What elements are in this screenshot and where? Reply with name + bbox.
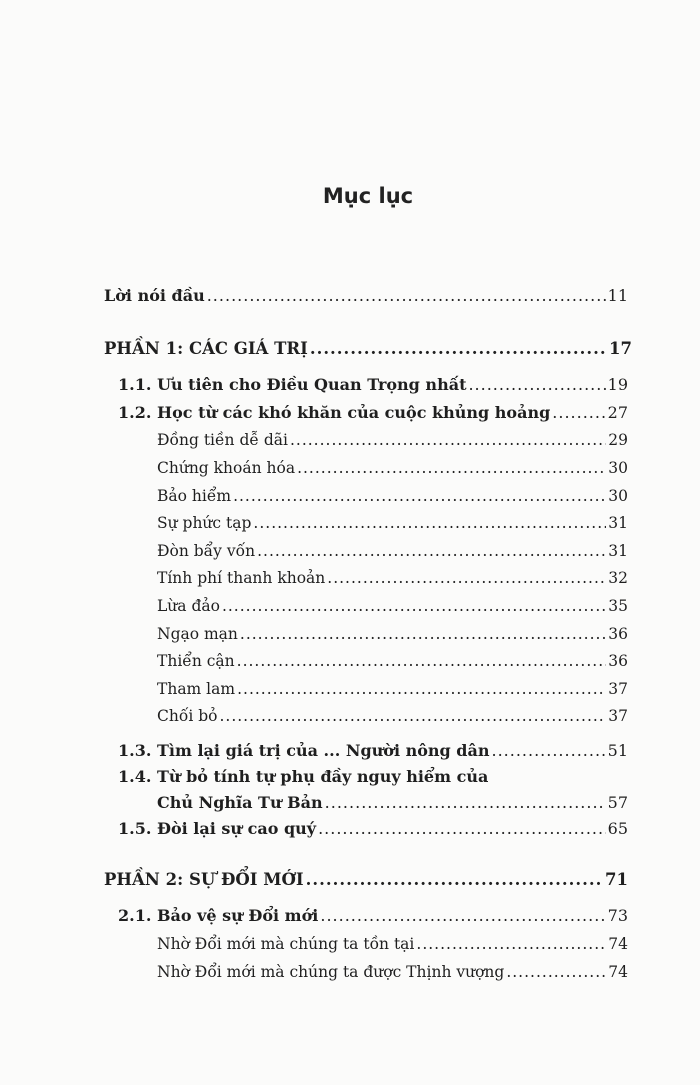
toc-entry-1-5[interactable]: [118, 819, 628, 838]
entry-label: Chứng khoán hóa: [157, 459, 296, 477]
toc-subentry[interactable]: [157, 625, 628, 643]
entry-label: Nhờ Đổi mới mà chúng ta được Thịnh vượng: [157, 963, 505, 981]
entry-label: [118, 375, 466, 394]
toc-entry-1-4-line2[interactable]: [157, 793, 628, 812]
entry-page: 32: [608, 569, 628, 587]
dot-leader: [491, 741, 605, 760]
entry-page: 71: [605, 870, 628, 889]
dot-leader: [257, 542, 606, 560]
toc-entry-1-4-line1[interactable]: [118, 767, 488, 786]
entry-label: Bảo hiểm: [157, 487, 232, 505]
entry-number: 1.3.: [118, 741, 152, 760]
toc-subentry[interactable]: [157, 707, 628, 725]
toc-subentry[interactable]: [157, 459, 628, 477]
toc-entry-1-2[interactable]: [118, 403, 628, 422]
entry-label: Ngạo mạn: [157, 625, 238, 643]
toc-subentry[interactable]: [157, 652, 628, 670]
entry-label: PHẦN 1: CÁC GIÁ TRỊ: [104, 339, 308, 358]
toc-subentry[interactable]: [157, 935, 628, 953]
entry-page: 31: [608, 514, 628, 532]
page-title: Mục lục: [322, 184, 414, 208]
toc-entry-2-1[interactable]: [118, 906, 628, 925]
dot-leader: [320, 906, 605, 925]
entry-page: 65: [607, 819, 628, 838]
entry-label: Chối bỏ: [157, 707, 218, 725]
dot-leader: [297, 459, 606, 477]
entry-page: 17: [609, 339, 632, 358]
toc-subentry[interactable]: [157, 569, 628, 587]
entry-title: Từ bỏ tính tự phụ đầy nguy hiểm của: [156, 767, 489, 786]
dot-leader: [552, 403, 605, 422]
entry-page: 73: [607, 906, 628, 925]
entry-page: 30: [608, 487, 628, 505]
toc-subentry[interactable]: [157, 963, 628, 981]
entry-page: 57: [607, 793, 628, 812]
entry-page: 29: [608, 431, 628, 449]
entry-label: Sự phức tạp: [157, 514, 252, 532]
dot-leader: [240, 625, 606, 643]
toc-subentry[interactable]: [157, 514, 628, 532]
entry-label: Đòn bẩy vốn: [157, 542, 256, 560]
toc-entry-1-1[interactable]: [118, 375, 628, 394]
entry-label: Nhờ Đổi mới mà chúng ta tồn tại: [157, 935, 415, 953]
entry-label: [118, 819, 316, 838]
dot-leader: [318, 819, 606, 838]
dot-leader: [233, 487, 606, 505]
entry-number: 1.1.: [118, 375, 152, 394]
entry-label: Đồng tiền dễ dãi: [157, 431, 288, 449]
entry-label: [118, 403, 550, 422]
toc-subentry[interactable]: [157, 680, 628, 698]
entry-number: 1.4.: [118, 767, 152, 786]
entry-number: 2.1.: [118, 906, 152, 925]
entry-page: 31: [608, 542, 628, 560]
entry-number: 1.5.: [118, 819, 152, 838]
entry-page: 74: [608, 963, 628, 981]
toc-entry-preface[interactable]: [104, 286, 628, 305]
entry-label: Tính phí thanh khoản: [157, 569, 326, 587]
dot-leader: [253, 514, 606, 532]
entry-title: Ưu tiên cho Điều Quan Trọng nhất: [156, 375, 467, 394]
toc-subentry[interactable]: [157, 431, 628, 449]
dot-leader: [237, 680, 606, 698]
entry-page: 19: [607, 375, 628, 394]
entry-page: 51: [607, 741, 628, 760]
dot-leader: [237, 652, 607, 670]
entry-title: Tìm lại giá trị của ... Người nông dân: [156, 741, 490, 760]
toc-subentry[interactable]: [157, 597, 628, 615]
dot-leader: [327, 569, 606, 587]
entry-page: 30: [608, 459, 628, 477]
toc-entry-part-2[interactable]: [104, 870, 628, 889]
dot-leader: [207, 286, 606, 305]
entry-label: Lời nói đầu: [104, 286, 205, 305]
entry-page: 37: [608, 707, 628, 725]
entry-page: 36: [608, 652, 628, 670]
entry-title: Đòi lại sự cao quý: [156, 819, 317, 838]
entry-page: 27: [607, 403, 628, 422]
entry-page: 35: [608, 597, 628, 615]
dot-leader: [416, 935, 606, 953]
entry-page: 74: [608, 935, 628, 953]
dot-leader: [219, 707, 606, 725]
entry-label: Tham lam: [157, 680, 236, 698]
toc-entry-part-1[interactable]: [104, 339, 632, 358]
entry-label: PHẦN 2: SỰ ĐỔI MỚI: [104, 870, 304, 889]
toc-subentry[interactable]: [157, 542, 628, 560]
entry-label: Lừa đảo: [157, 597, 220, 615]
dot-leader: [506, 963, 606, 981]
entry-label: [118, 741, 489, 760]
entry-title: Học từ các khó khăn của cuộc khủng hoảng: [156, 403, 551, 422]
toc-subentry[interactable]: [157, 487, 628, 505]
entry-number: 1.2.: [118, 403, 152, 422]
dot-leader: [468, 375, 605, 394]
entry-title: Bảo vệ sự Đổi mới: [156, 906, 319, 925]
entry-page: 37: [608, 680, 628, 698]
entry-page: 36: [608, 625, 628, 643]
dot-leader: [325, 793, 606, 812]
entry-label: [118, 906, 318, 925]
toc-entry-1-3[interactable]: [118, 741, 628, 760]
dot-leader: [310, 339, 607, 358]
entry-title-continued: Chủ Nghĩa Tư Bản: [157, 793, 323, 812]
entry-page: 11: [607, 286, 628, 305]
dot-leader: [290, 431, 606, 449]
dot-leader: [222, 597, 606, 615]
dot-leader: [306, 870, 603, 889]
entry-label: Thiển cận: [157, 652, 235, 670]
